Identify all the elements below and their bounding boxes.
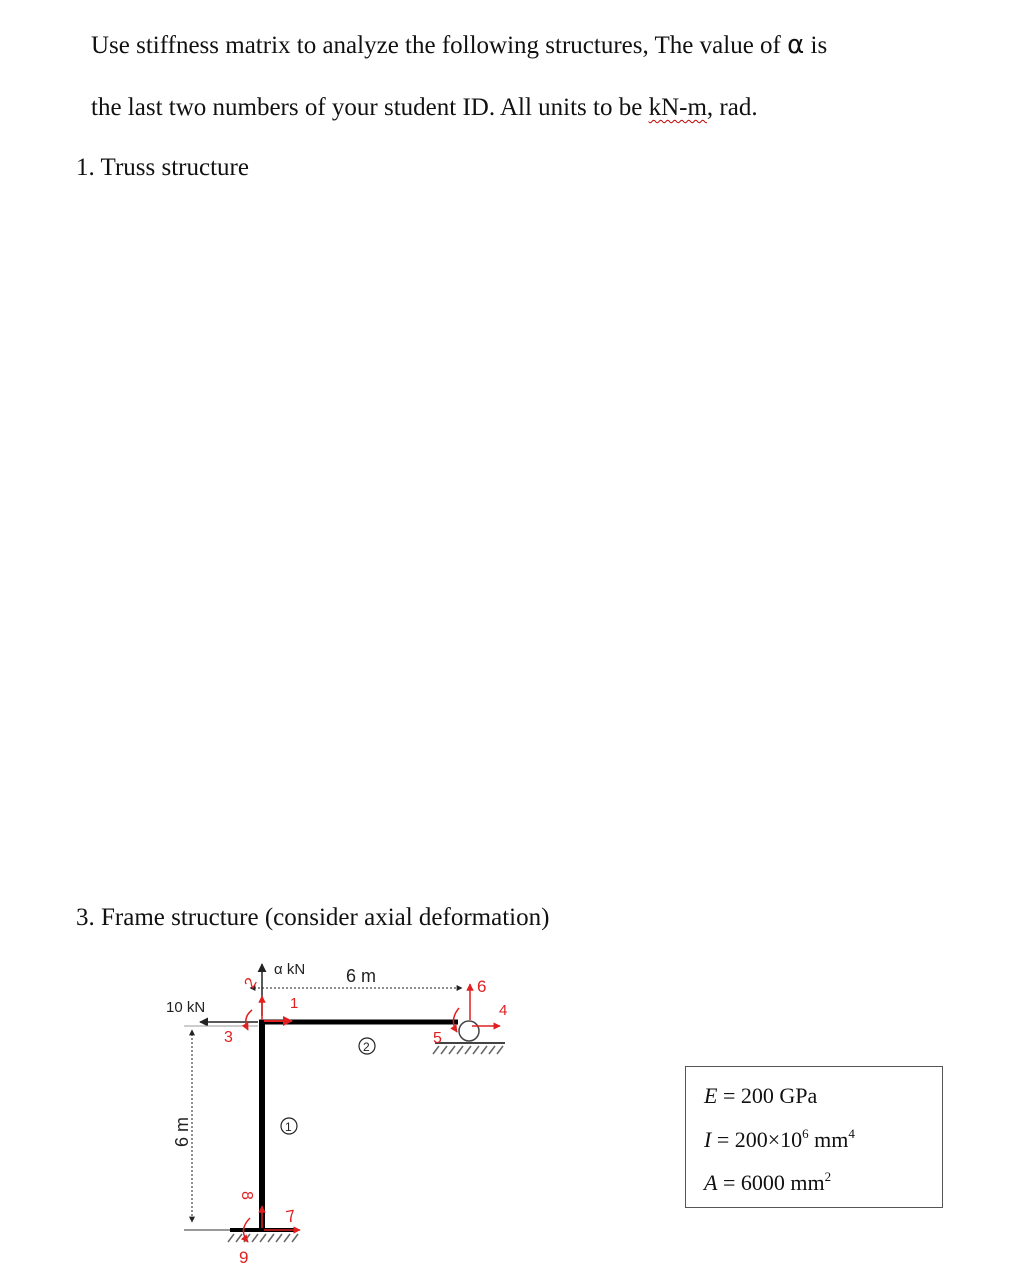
intro-text-1b: is <box>804 32 828 59</box>
prop-area: A = 6000 $mm^2$ <box>704 1169 832 1195</box>
intro-text-2b: , rad. <box>706 94 758 121</box>
member-1-marker <box>281 1118 297 1134</box>
dof-6-label: 6 <box>477 977 487 996</box>
member-2-marker <box>359 1038 375 1054</box>
alpha-symbol: α <box>787 30 805 60</box>
intro-text-2a: the last two numbers of your student ID. All units to be <box>91 94 649 121</box>
intro-text-1a: Use stiffness matrix to analyze the following structures, The value of <box>91 32 788 59</box>
dof-5-label: 5 <box>433 1030 442 1047</box>
svg-text:2: 2 <box>363 1040 370 1054</box>
dof-1-label: 1 <box>290 995 299 1012</box>
dof-3-label: 3 <box>224 1029 233 1046</box>
dof-markers <box>224 975 507 1267</box>
frame-heading: 3. Frame structure (consider axial deformation) <box>76 904 550 931</box>
dof-4-label: 4 <box>499 1002 508 1019</box>
dof-9-label: 9 <box>239 1248 249 1267</box>
dof-7-label: 7 <box>284 1206 298 1227</box>
horizontal-load-label: 10 kN <box>166 999 206 1016</box>
dof-3-arrow <box>246 1010 252 1030</box>
truss-heading: 1. Truss structure <box>76 154 249 181</box>
dof-2-label: 2 <box>241 975 261 992</box>
prop-moment-of-inertia: $I = 200\times 10^6$ $mm^4$ <box>704 1126 855 1152</box>
svg-text:1: 1 <box>285 1120 292 1134</box>
fixed-support <box>228 1230 298 1242</box>
frame-diagram <box>150 950 530 1280</box>
intro-line-2 <box>91 93 758 123</box>
units-text: kN-m <box>648 94 707 121</box>
material-properties-box <box>685 1066 943 1208</box>
prop-elastic-modulus: E = 200 GPa <box>704 1083 818 1108</box>
intro-line-1 <box>91 30 827 61</box>
alpha-load-label: α kN <box>274 961 306 978</box>
dof-8-label: 8 <box>238 1191 255 1200</box>
height-label: 6 m <box>172 1116 192 1147</box>
span-label: 6 m <box>346 966 377 986</box>
